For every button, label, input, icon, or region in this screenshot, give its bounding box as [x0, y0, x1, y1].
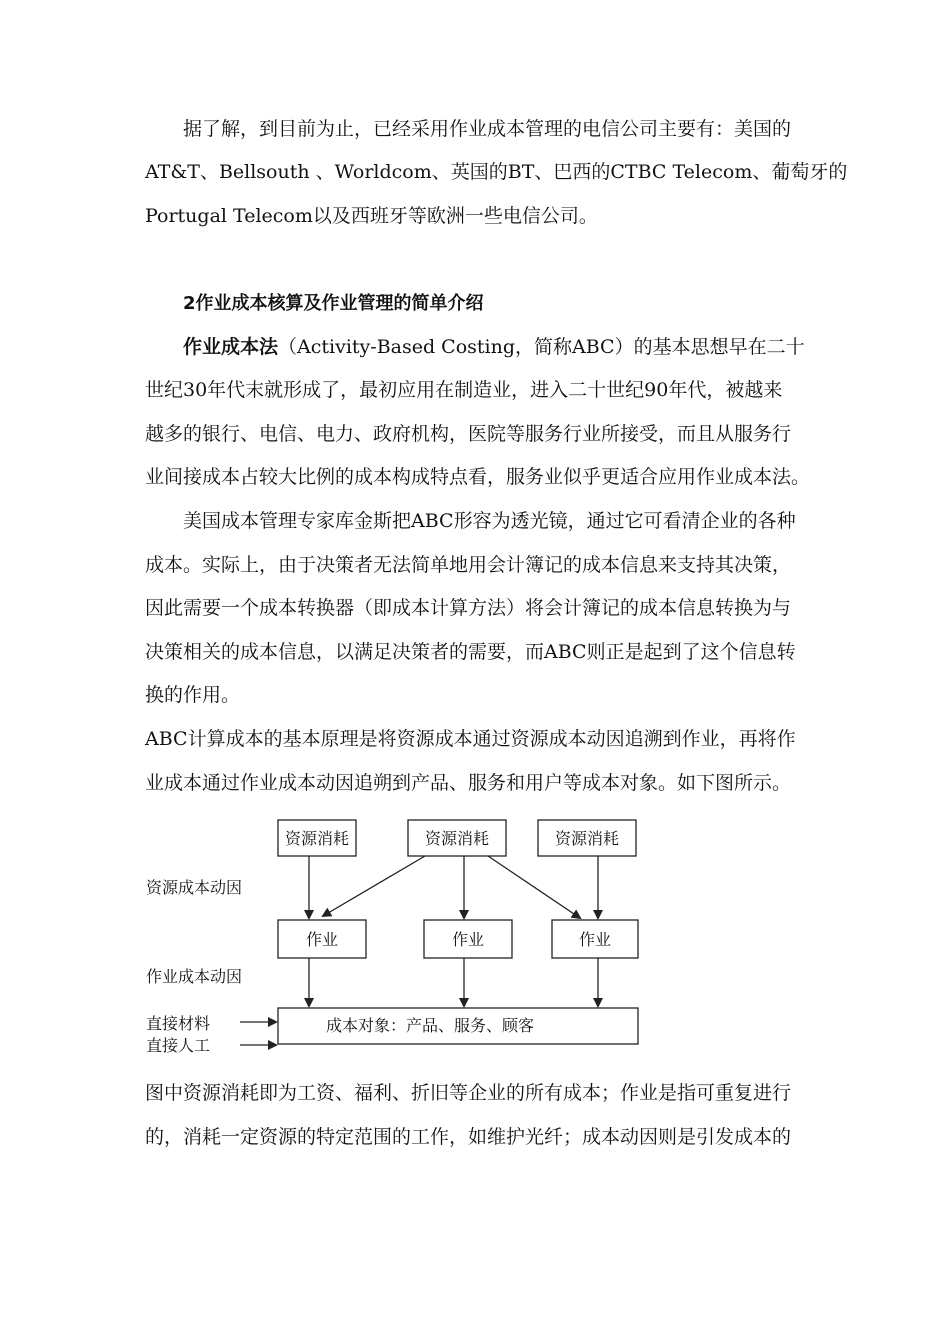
resource-box-1 — [278, 820, 356, 856]
text-line: 换的作用。 — [145, 684, 241, 706]
text-line: 业成本通过作业成本动因追朔到产品、服务和用户等成本对象。如下图所示。 — [145, 772, 792, 794]
text-span: （Activity-Based Costing，简称ABC）的基本思想早在二十 — [278, 336, 805, 358]
activity-box-1 — [278, 920, 366, 958]
resource-box-2 — [408, 820, 506, 856]
text-line — [183, 335, 805, 359]
text-line: 的，消耗一定资源的特定范围的工作，如维护光纤；成本动因则是引发成本的 — [145, 1126, 792, 1148]
resource-box-label: 资源消耗 — [554, 829, 620, 848]
cost-object-label: 成本对象：产品、服务、顾客 — [326, 1016, 535, 1035]
activity-box-3 — [552, 920, 638, 958]
text-line: ABC计算成本的基本原理是将资源成本通过资源成本动因追溯到作业，再将作 — [145, 728, 796, 750]
text-line: 图中资源消耗即为工资、福利、折旧等企业的所有成本；作业是指可重复进行 — [145, 1082, 792, 1104]
arrow — [488, 856, 580, 918]
activity-box-label: 作业 — [305, 930, 339, 949]
text-line: Portugal Telecom以及西班牙等欧洲一些电信公司。 — [145, 205, 598, 227]
arrow — [323, 856, 425, 916]
text-line: 据了解，到目前为止，已经采用作业成本管理的电信公司主要有：美国的 — [183, 118, 792, 140]
resource-driver-label: 资源成本动因 — [146, 878, 243, 897]
resource-box-label: 资源消耗 — [284, 829, 350, 848]
text-line: 成本。实际上，由于决策者无法简单地用会计簿记的成本信息来支持其决策， — [145, 554, 792, 576]
text-line: 美国成本管理专家库金斯把ABC形容为透光镜，通过它可看清企业的各种 — [183, 510, 796, 532]
text-line: AT&T、Bellsouth 、Worldcom、英国的BT、巴西的CTBC Telecom、葡萄牙的 — [145, 161, 848, 183]
direct-labor-label: 直接人工 — [146, 1036, 211, 1055]
resource-box-label: 资源消耗 — [424, 829, 490, 848]
text-line: 世纪30年代末就形成了，最初应用在制造业，进入二十世纪90年代，被越来 — [145, 379, 783, 401]
activity-driver-label: 作业成本动因 — [146, 967, 243, 986]
activity-box-2 — [424, 920, 512, 958]
section-heading: 2作业成本核算及作业管理的简单介绍 — [183, 293, 484, 314]
bold-term: 作业成本法 — [183, 336, 279, 358]
text-line: 越多的银行、电信、电力、政府机构，医院等服务行业所接受，而且从服务行 — [145, 423, 792, 445]
abc-flow-diagram — [140, 810, 660, 1060]
activity-box-label: 作业 — [578, 930, 612, 949]
text-line: 因此需要一个成本转换器（即成本计算方法）将会计簿记的成本信息转换为与 — [145, 597, 792, 619]
resource-box-3 — [538, 820, 636, 856]
text-line: 决策相关的成本信息，以满足决策者的需要，而ABC则正是起到了这个信息转 — [145, 641, 796, 663]
text-line: 业间接成本占较大比例的成本构成特点看，服务业似乎更适合应用作业成本法。 — [145, 466, 811, 488]
cost-object-box — [278, 1008, 638, 1044]
activity-box-label: 作业 — [451, 930, 485, 949]
direct-material-label: 直接材料 — [146, 1014, 211, 1033]
